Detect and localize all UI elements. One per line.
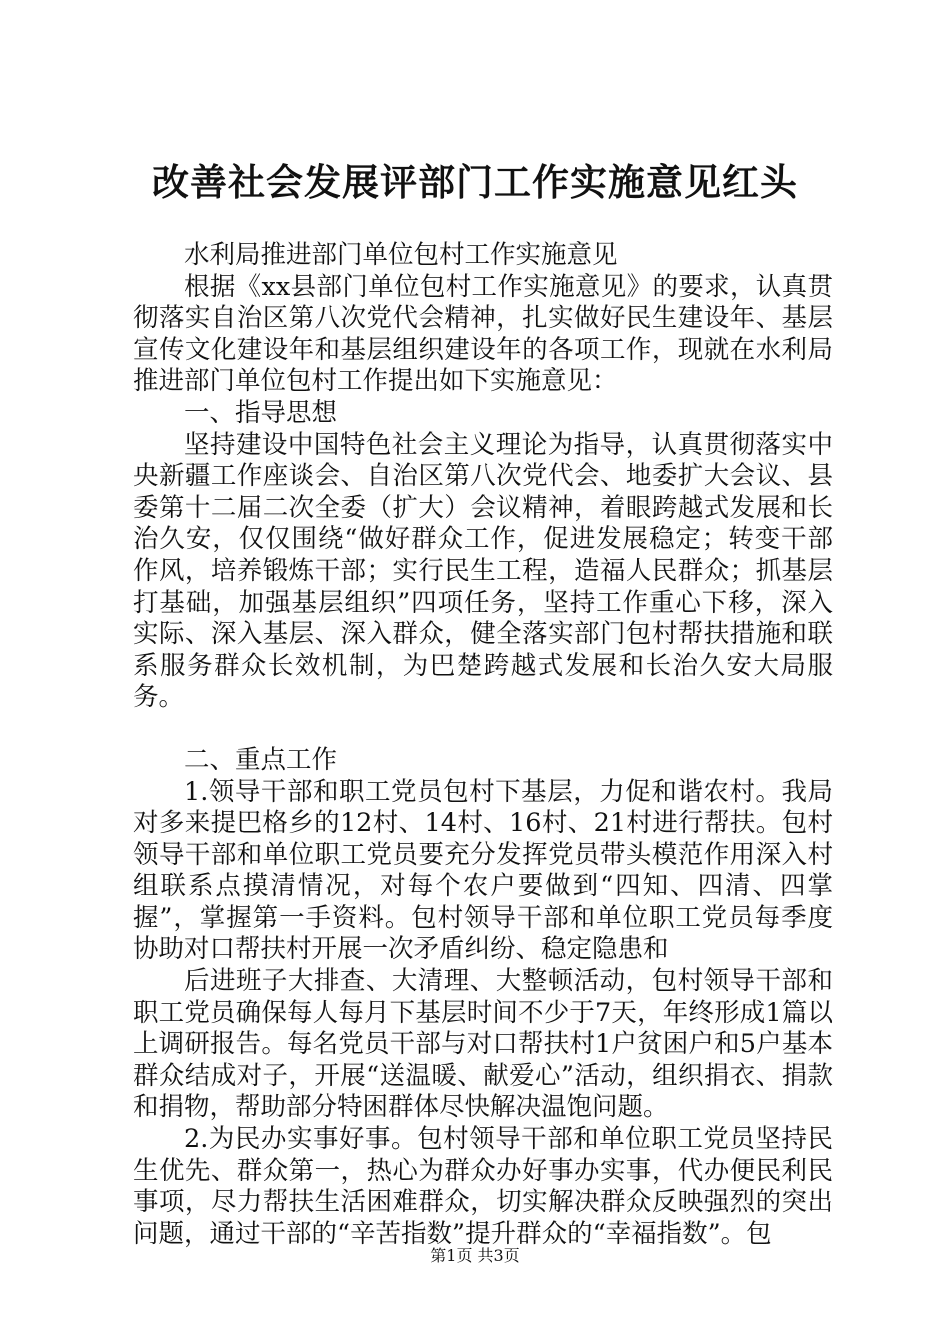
key-work-item-1-continued-paragraph: 后进班子大排查、大清理、大整顿活动，包村领导干部和职工党员确保每人每月下基层时间不少于7天，年终形成1篇以上调研报告。每名党员干部与对口帮扶村1户贫困户和5户基本群众结成对子，开展“送温暖、献爱心”活动，组织捐衣、捐款和捐物，帮助部分特困群体尽快解决温饱问题。 [133, 966, 833, 1123]
intro-paragraph: 根据《xx县部门单位包村工作实施意见》的要求，认真贯彻落实自治区第八次党代会精神，扎实做好民生建设年、基层宣传文化建设年和基层组织建设年的各项工作，现就在水利局推进部门单位包村工作提出如下实施意见： [133, 271, 833, 397]
document-body [133, 240, 833, 1250]
page-number-footer: 第1页 共3页 [430, 1246, 520, 1265]
section-heading-guiding-thought: 一、指导思想 [184, 397, 338, 428]
key-work-item-2-paragraph: 2.为民办实事好事。包村领导干部和单位职工党员坚持民生优先、群众第一，热心为群众办好事办实事，代办便民利民事项，尽力帮扶生活困难群众，切实解决群众反映强烈的突出问题，通过干部的“辛苦指数”提升群众的“幸福指数”。包 [133, 1124, 833, 1249]
guiding-thought-paragraph: 坚持建设中国特色社会主义理论为指导，认真贯彻落实中央新疆工作座谈会、自治区第八次党代会、地委扩大会议、县委第十二届二次全委（扩大）会议精神，着眼跨越式发展和长治久安，仅仅围绕“做好群众工作，促进发展稳定；转变干部作风，培养锻炼干部；实行民生工程，造福人民群众；抓基层打基础，加强基层组织”四项任务，坚持工作重心下移，深入实际、深入基层、深入群众，健全落实部门包村帮扶措施和联系服务群众长效机制，为巴楚跨越式发展和长治久安大局服务。 [133, 429, 833, 713]
subtitle-paragraph: 水利局推进部门单位包村工作实施意见 [184, 240, 618, 270]
key-work-item-1-paragraph: 1.领导干部和职工党员包村下基层，力促和谐农村。我局对多来提巴格乡的12村、14村、16村、21村进行帮扶。包村领导干部和单位职工党员要充分发挥党员带头模范作用深入村组联系点摸清情况，对每个农户要做到“四知、四清、四掌握”，掌握第一手资料。包村领导干部和单位职工党员每季度协助对口帮扶村开展一次矛盾纠纷、稳定隐患和 [133, 776, 833, 965]
section-heading-key-work: 二、重点工作 [184, 744, 338, 775]
document-title: 改善社会发展评部门工作实施意见红头 [152, 160, 798, 204]
